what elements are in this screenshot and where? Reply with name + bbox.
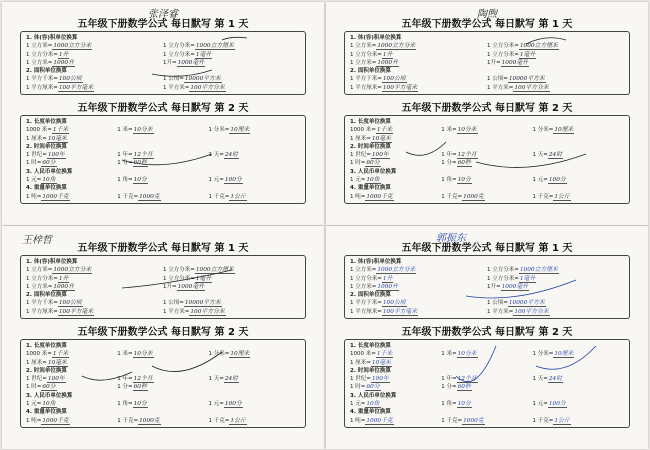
worksheet-day1: 五年级下册数学公式 每日默写 第 1 天 1. 体(容)积单位换算 1 立方米=1000立方分米 1 立方分米=1000立方厘米 1 立方分米=1升 1 立方分米=1毫升 1 立方米=1000升 1升=1000毫升 2. 面积单位换算 1 平方千米=100公顷 1 公顷=10000平方米 1 平方厘米=100平方毫米 1 平方米=100平方分米: [344, 18, 630, 95]
handwritten-answer: 1000立方厘米: [195, 43, 234, 50]
grading-check-marks: [326, 226, 648, 449]
worksheet-day2: 五年级下册数学公式 每日默写 第 2 天 1. 长度单位换算 1000 米=1千米 1 米=10分米 1 分米=10厘米 1 厘米=10毫米 2. 时间单位换算 1 世纪=100年 1 年=12个月 1 天=24时 1 时=60分 1 分=60秒 3. 人民币单位换算 1 元=10角 1 角=10分 1 元=100分 4. 重量单位换算 1 吨=1000千克 1 千克=1000克 1 千克=1公斤: [20, 102, 306, 204]
student-name: 张泽睿: [148, 9, 178, 20]
student-name: 郭振东: [436, 233, 466, 244]
worksheet-day2: 五年级下册数学公式 每日默写 第 2 天 1. 长度单位换算 1000 米=1千米 1 米=10分米 1 分米=10厘米 1 厘米=10毫米 2. 时间单位换算 1 世纪=100年 1 年=12个月 1 天=24时 1 时=60分 1 分=60秒 3. 人民币单位换算 1 元=10角 1 角=10分 1 元=100分 4. 重量单位换算 1 吨=1000千克 1 千克=1000克 1 千克=1公斤: [20, 326, 306, 428]
grading-check-marks: [2, 2, 324, 225]
student-name: 王梓哲: [22, 235, 52, 246]
grading-check-marks: [2, 226, 324, 449]
grading-check-marks: [326, 2, 648, 225]
worksheet-day2: 五年级下册数学公式 每日默写 第 2 天 1. 长度单位换算 1000 米=1千米 1 米=10分米 1 分米=10厘米 1 厘米=10毫米 2. 时间单位换算 1 世纪=100年 1 年=12个月 1 天=24时 1 时=60分 1 分=60秒 3. 人民币单位换算 1 元=10角 1 角=10分 1 元=100分 4. 重量单位换算 1 吨=1000千克 1 千克=1000克 1 千克=1公斤: [344, 326, 630, 428]
worksheet-photo-2: [326, 2, 648, 225]
worksheet-day2: 五年级下册数学公式 每日默写 第 2 天 1. 长度单位换算 1000 米=1千米 1 米=10分米 1 分米=10厘米 1 厘米=10毫米 2. 时间单位换算 1 世纪=100年 1 年=12个月 1 天=24时 1 时=60分 1 分=60秒 3. 人民币单位换算 1 元=10角 1 角=10分 1 元=100分 4. 重量单位换算 1 吨=1000千克 1 千克=1000克 1 千克=1公斤: [344, 102, 630, 204]
section-heading: 1. 体(容)积单位换算: [26, 35, 78, 41]
section-heading: 2. 面积单位换算: [26, 68, 67, 75]
handwritten-answer: 1000立方分米: [53, 43, 92, 50]
worksheet-photo-1: [2, 2, 324, 225]
worksheet-day1: 五年级下册数学公式 每日默写 第 1 天 1. 体(容)积单位换算 1 立方米=1000立方分米 1 立方分米=1000立方厘米 1 立方分米=1升 1 立方分米=1毫升 1 立方米=1000升 1升=1000毫升 2. 面积单位换算 1 平方千米=100公顷 1 公顷=10000平方米 1 平方厘米=100平方毫米 1 平方米=100平方分米: [344, 242, 630, 319]
worksheet-title: 五年级下册数学公式 每日默写 第 1 天: [77, 19, 249, 30]
worksheet-photo-3: [2, 226, 324, 449]
worksheet-day1: 五年级下册数学公式 每日默写 第 1 天 1. 体(容)积单位换算 1 立方米=1000立方分米 1 立方分米=1000立方厘米 1 立方分米=1升 1 立方分米=1毫升 1 立方米=1000升 1升=1000毫升 2. 面积单位换算 1 平方千米=100公顷 1 公顷=10000平方米 1 平方厘米=100平方毫米 1 平方米=100平方分米: [20, 242, 306, 319]
worksheet-title: 五年级下册数学公式 每日默写 第 2 天: [77, 103, 249, 114]
worksheet-day1: 五年级下册数学公式 每日默写 第 1 天 1. 体(容)积单位换算 1 立方米=1000立方分米 1 立方分米=1000立方厘米 1 立方分米=1升 1 立方分米=1毫升 1 立方米=1000升 1升=1000毫升 2. 面积单位换算 1 平方千米=100公顷 1 公顷=10000平方米 1 平方厘米=100平方毫米 1 平方米=100平方分米: [20, 18, 306, 95]
worksheet-photo-4: [326, 226, 648, 449]
student-name: 陶煦: [477, 9, 497, 20]
